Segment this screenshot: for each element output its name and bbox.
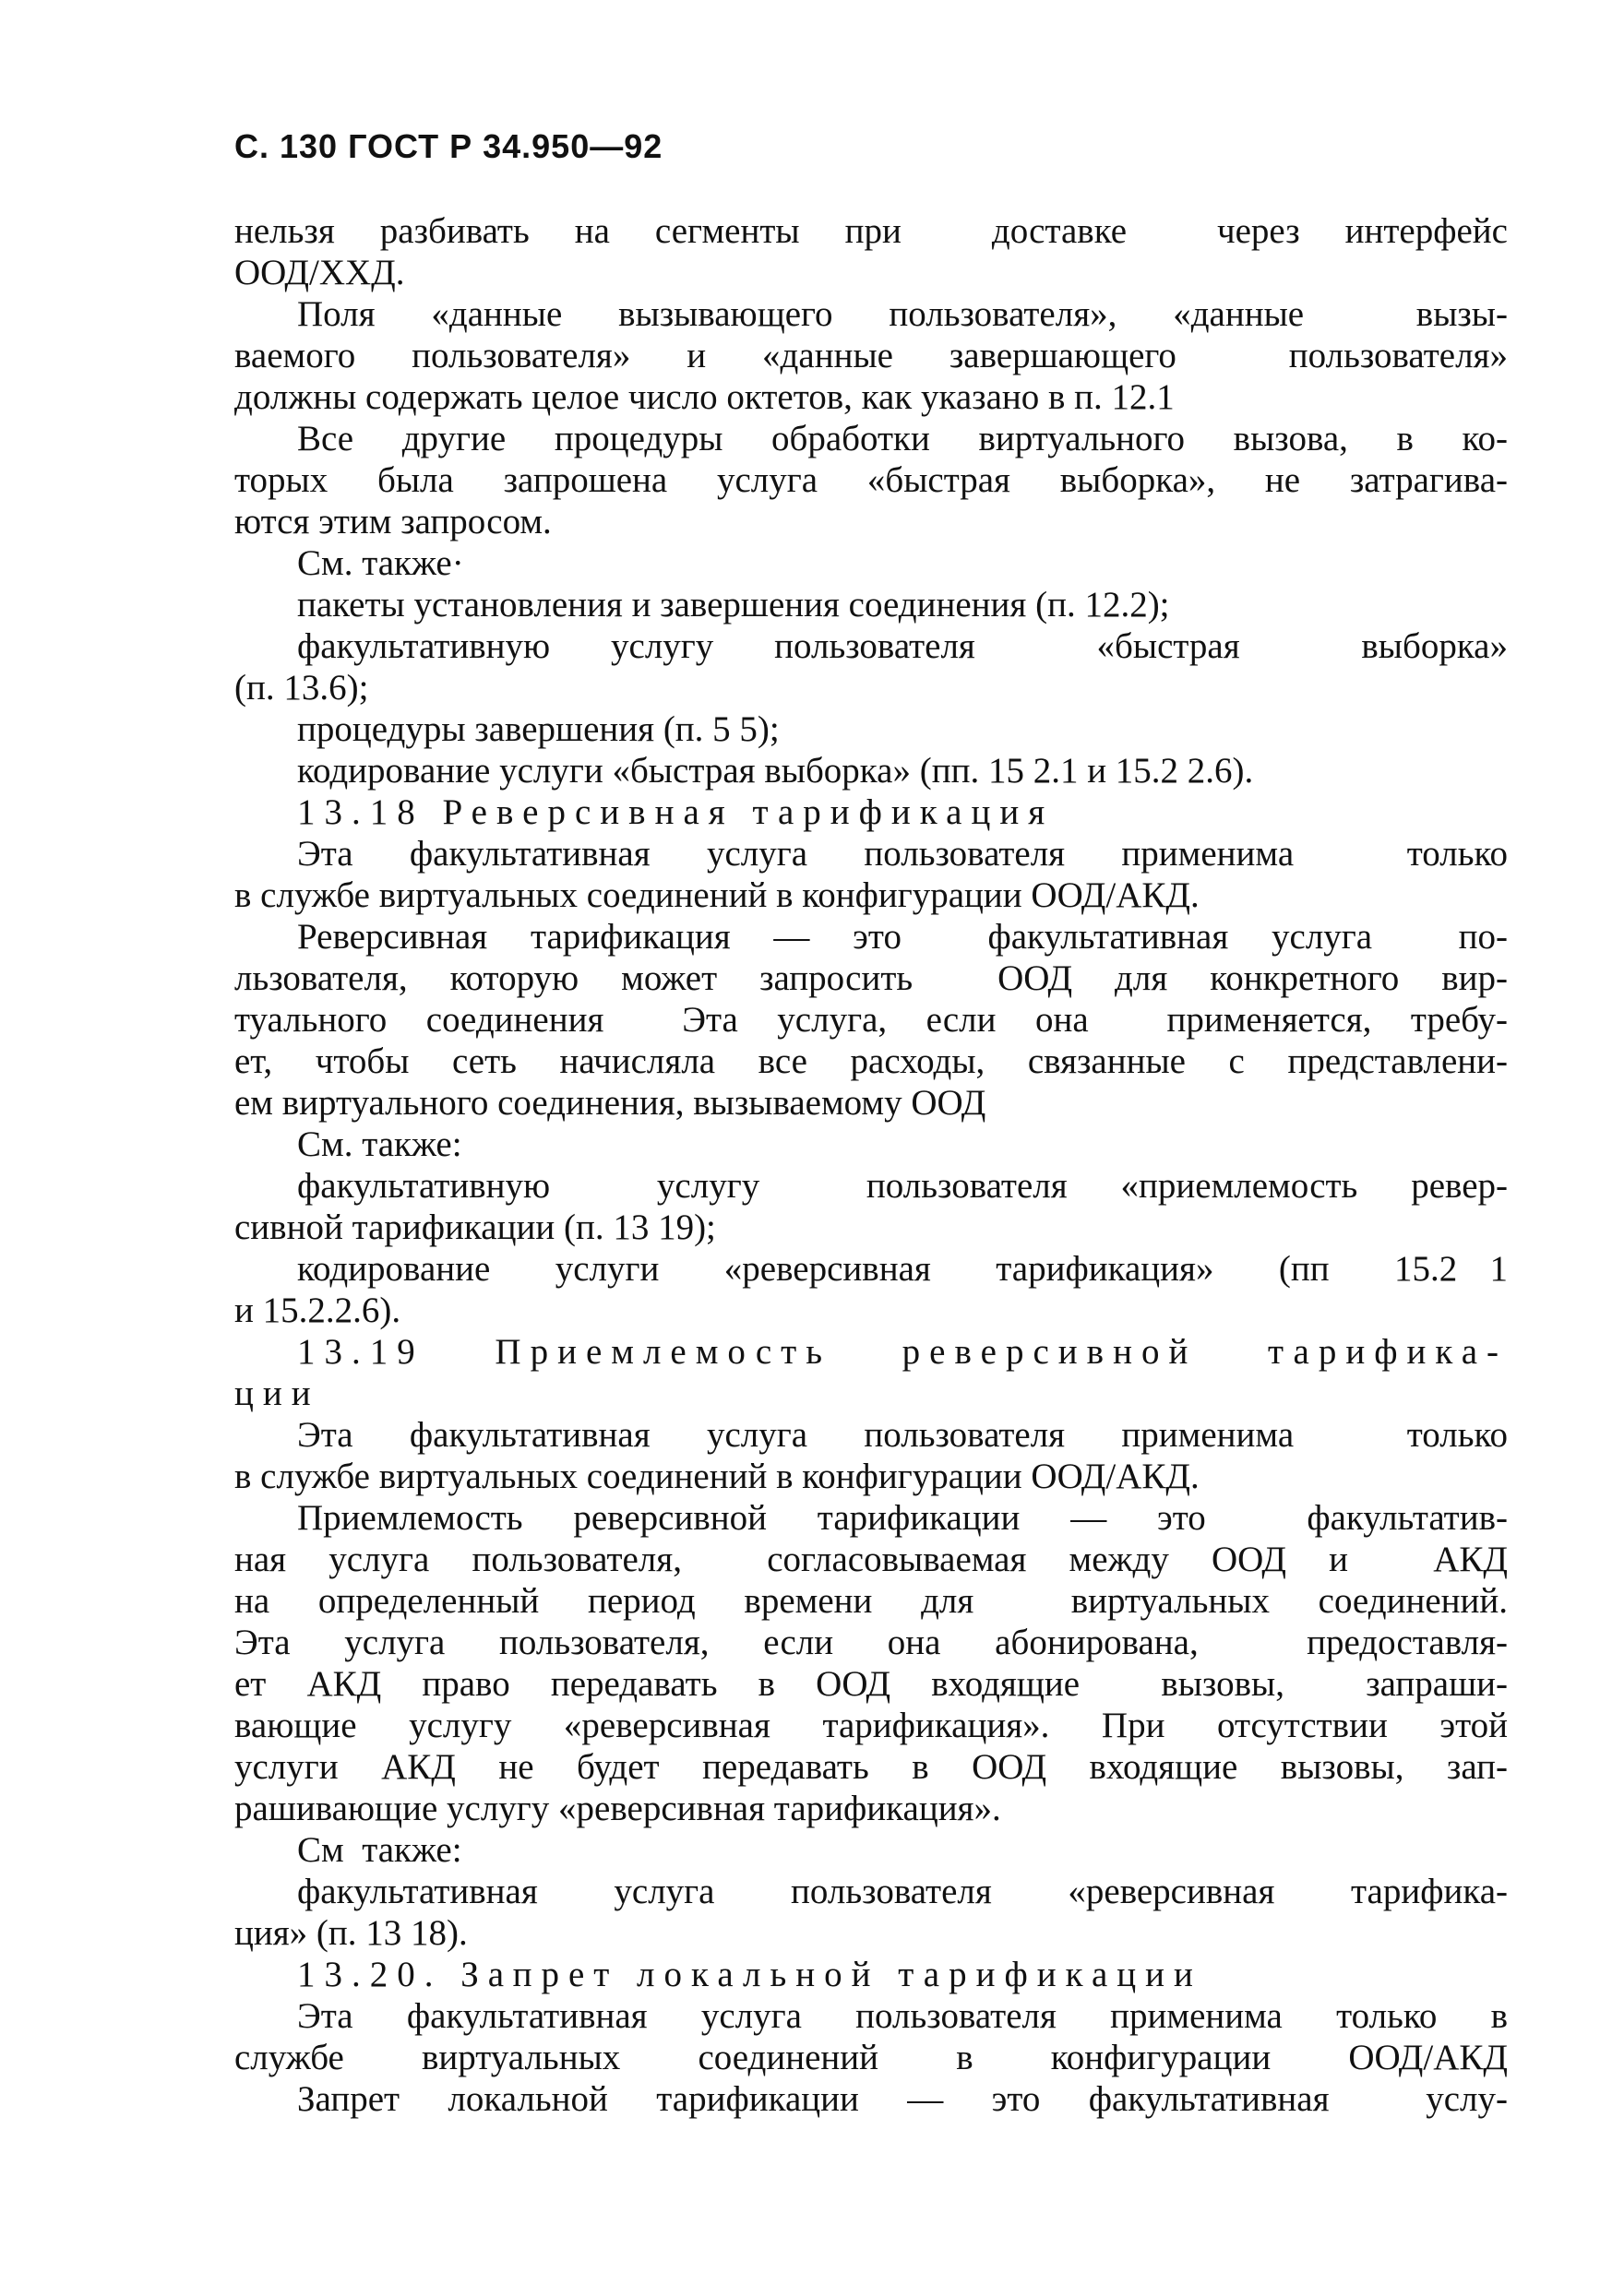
text-line: Приемлемость реверсивной тарификации — это факультатив-: [297, 1498, 1508, 1538]
text-line: (п. 13.6);: [234, 668, 369, 708]
text-line: ем виртуального соединения, вызываемому ООД: [234, 1083, 986, 1123]
page-header: С. 130 ГОСТ Р 34.950—92: [234, 127, 663, 165]
text-line: услуги АКД не будет передавать в ООД входящие вызовы, зап-: [234, 1747, 1508, 1787]
text-line: 13.18 Реверсивная тарификация: [297, 792, 1055, 832]
text-line: Запрет локальной тарификации — это факультативная услу-: [297, 2079, 1508, 2119]
text-line: Эта факультативная услуга пользователя применима только в: [297, 1996, 1508, 2036]
text-line: ваемого пользователя» и «данные завершающего пользователя»: [234, 336, 1508, 375]
text-line: нельзя разбивать на сегменты при доставке через интерфейс: [234, 211, 1508, 251]
text-line: рашивающие услугу «реверсивная тарификация».: [234, 1789, 1001, 1828]
text-line: должны содержать целое число октетов, как указано в п. 12.1: [234, 377, 1175, 417]
text-line: факультативная услуга пользователя «реверсивная тарифика-: [297, 1872, 1508, 1911]
text-line: вающие услугу «реверсивная тарификация». При отсутствии этой: [234, 1706, 1508, 1745]
text-line: Реверсивная тарификация — это факультативная услуга по-: [297, 917, 1508, 957]
text-line: сивной тарификации (п. 13 19);: [234, 1207, 716, 1247]
text-line: Эта услуга пользователя, если она абонирована, предоставля-: [234, 1623, 1508, 1662]
text-line: факультативную услугу пользователя «приемлемость ревер-: [297, 1166, 1508, 1206]
text-line: ная услуга пользователя, согласовываемая между ООД и АКД: [234, 1540, 1508, 1579]
text-line: ются этим запросом.: [234, 502, 552, 541]
text-line: службе виртуальных соединений в конфигурации ООД/АКД: [234, 2038, 1508, 2077]
text-line: 13.19 Приемлемость реверсивной тарифика-: [297, 1332, 1508, 1372]
text-line: туального соединения Эта услуга, если она применяется, требу-: [234, 1000, 1508, 1040]
text-line: на определенный период времени для виртуальных соединений.: [234, 1581, 1508, 1621]
text-line: ция» (п. 13 18).: [234, 1913, 468, 1953]
text-line: льзователя, которую может запросить ООД для конкретного вир-: [234, 958, 1508, 998]
text-line: Все другие процедуры обработки виртуального вызова, в ко-: [297, 419, 1508, 458]
text-line: пакеты установления и завершения соединения (п. 12.2);: [297, 585, 1170, 625]
text-line: процедуры завершения (п. 5 5);: [297, 709, 780, 749]
text-line: кодирование услуги «быстрая выборка» (пп. 15 2.1 и 15.2 2.6).: [297, 751, 1254, 791]
document-body: [234, 210, 1508, 2120]
text-line: См. также:: [297, 1124, 462, 1164]
text-line: 13.20. Запрет локальной тарификации: [297, 1955, 1202, 1994]
text-line: в службе виртуальных соединений в конфигурации ООД/АКД.: [234, 875, 1200, 915]
text-line: ет АКД право передавать в ООД входящие вызовы, запраши-: [234, 1664, 1508, 1704]
text-line: торых была запрошена услуга «быстрая выборка», не затрагива-: [234, 460, 1508, 500]
text-line: и 15.2.2.6).: [234, 1291, 401, 1330]
text-line: кодирование услуги «реверсивная тарификация» (пп 15.2 1: [297, 1249, 1508, 1289]
text-line: Эта факультативная услуга пользователя применима только: [297, 1415, 1508, 1455]
text-line: Эта факультативная услуга пользователя применима только: [297, 834, 1508, 874]
text-line: См. также·: [297, 543, 464, 583]
text-line: ООД/ХХД.: [234, 253, 405, 292]
text-line: в службе виртуальных соединений в конфигурации ООД/АКД.: [234, 1457, 1200, 1496]
text-line: См также:: [297, 1830, 462, 1870]
text-line: Поля «данные вызывающего пользователя», «данные вызы-: [297, 294, 1508, 334]
text-line: ции: [234, 1374, 320, 1413]
text-line: факультативную услугу пользователя «быстрая выборка»: [297, 626, 1508, 666]
text-line: ет, чтобы сеть начисляла все расходы, связанные с представлени-: [234, 1041, 1508, 1081]
